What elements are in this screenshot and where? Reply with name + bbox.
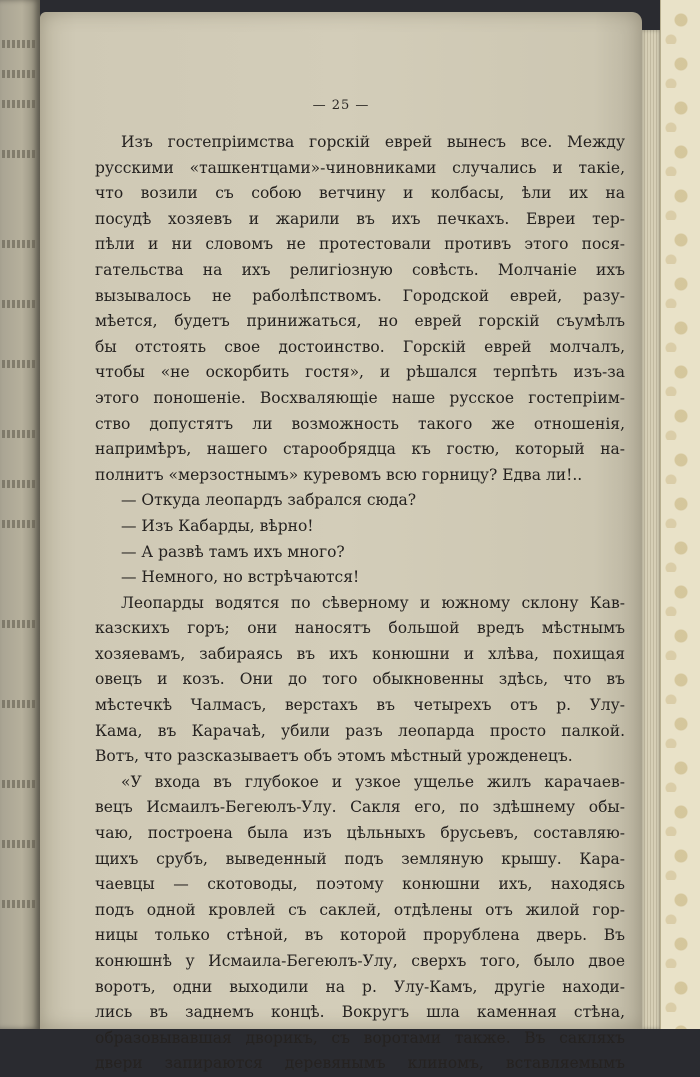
text-line: — А развѣ тамъ ихъ много? bbox=[121, 542, 345, 561]
text-line: воротъ, одни выходили на р. Улу-Камъ, другіе находи- bbox=[95, 977, 625, 996]
text-line: овецъ и козъ. Они до того обыкновенны здѣсь, что въ bbox=[95, 670, 625, 689]
text-line: Изъ гостепріимства горскій еврей вынесъ все. Между bbox=[121, 133, 625, 151]
book-cover-endpaper bbox=[660, 0, 700, 1029]
text-line: ство допустятъ ли возможность такого же отношенія, bbox=[95, 414, 625, 433]
book-page bbox=[40, 12, 642, 1073]
text-line: вецъ Исмаилъ-Бегеюлъ-Улу. Сакля его, по здѣшнему обы- bbox=[95, 798, 625, 817]
text-line: лись въ заднемъ концѣ. Вокругъ шла каменная стѣна, bbox=[95, 1003, 625, 1022]
text-line: щихъ срубъ, выведенный подъ земляную крышу. Кара- bbox=[95, 849, 625, 868]
text-line: двери запираются деревянымъ клиномъ, вставляемымъ bbox=[95, 1054, 625, 1073]
text-line: «У входа въ глубокое и узкое ущелье жилъ карачаев- bbox=[121, 772, 625, 791]
text-line: вызывалось не раболѣпствомъ. Городской еврей, разу- bbox=[95, 286, 625, 305]
text-line: напримѣръ, нашего старообрядца къ гостю, который на- bbox=[95, 440, 625, 459]
text-line: чаю, построена была изъ цѣльныхъ брусьевъ, составляю- bbox=[95, 824, 625, 843]
text-line: хозяевамъ, забираясь въ ихъ конюшни и хлѣва, похищая bbox=[95, 644, 625, 663]
text-line: русскими «ташкентцами»-чиновниками случались и такіе, bbox=[95, 158, 625, 177]
text-line: Вотъ, что разсказываетъ объ этомъ мѣстный урожденецъ. bbox=[95, 747, 573, 766]
text-line: образовывавшая дворикъ, съ воротами также. Въ сакляхъ bbox=[95, 1028, 625, 1047]
page-stack-edge bbox=[642, 30, 660, 1029]
text-line: пѣли и ни словомъ не протестовали противъ этого пося- bbox=[95, 235, 625, 254]
text-line: Кама, въ Карачаѣ, убили разъ леопарда просто палкой. bbox=[95, 721, 625, 740]
page-text bbox=[95, 130, 625, 1077]
text-line: мѣстечкѣ Чалмасъ, верстахъ въ четырехъ отъ р. Улу- bbox=[95, 696, 625, 715]
text-line: казскихъ горъ; они наносятъ большой вредъ мѣстнымъ bbox=[95, 619, 625, 638]
text-line: чтобы «не оскорбить гостя», и рѣшался терпѣть изъ-за bbox=[95, 363, 625, 382]
text-line: чаевцы — скотоводы, поэтому конюшни ихъ, находясь bbox=[95, 875, 625, 894]
text-line: — Немного, но встрѣчаются! bbox=[121, 568, 360, 587]
text-line: Леопарды водятся по сѣверному и южному склону Кав- bbox=[121, 593, 625, 612]
text-line: ницы только стѣной, въ которой прорублена дверь. Въ bbox=[95, 926, 625, 945]
text-line: бы отстоять свое достоинство. Горскій еврей молчалъ, bbox=[95, 337, 625, 356]
text-line: подъ одной кровлей съ саклей, отдѣлены отъ жилой гор- bbox=[95, 900, 625, 919]
text-line: что возили съ собою ветчину и колбасы, ѣли их на bbox=[95, 184, 625, 203]
text-line: этого поношеніе. Восхваляющіе наше русское гостепріим- bbox=[95, 388, 625, 407]
text-line: мѣется, будетъ принижаться, но еврей горскій съумѣлъ bbox=[95, 312, 625, 331]
text-line: полнитъ «мерзостнымъ» куревомъ всю горницу? Едва ли!.. bbox=[95, 465, 583, 484]
page-number: — 25 — bbox=[312, 98, 370, 113]
text-line: конюшнѣ у Исмаила-Бегеюлъ-Улу, сверхъ того, было двое bbox=[95, 952, 625, 970]
text-line: гательства на ихъ религіозную совѣсть. Молчаніе ихъ bbox=[95, 260, 625, 279]
text-line: посудѣ хозяевъ и жарили въ ихъ печкахъ. Евреи тер- bbox=[95, 209, 625, 228]
text-line: — Откуда леопардъ забрался сюда? bbox=[121, 491, 417, 510]
text-line: — Изъ Кабарды, вѣрно! bbox=[121, 516, 314, 535]
adjacent-page-edge bbox=[0, 0, 40, 1029]
